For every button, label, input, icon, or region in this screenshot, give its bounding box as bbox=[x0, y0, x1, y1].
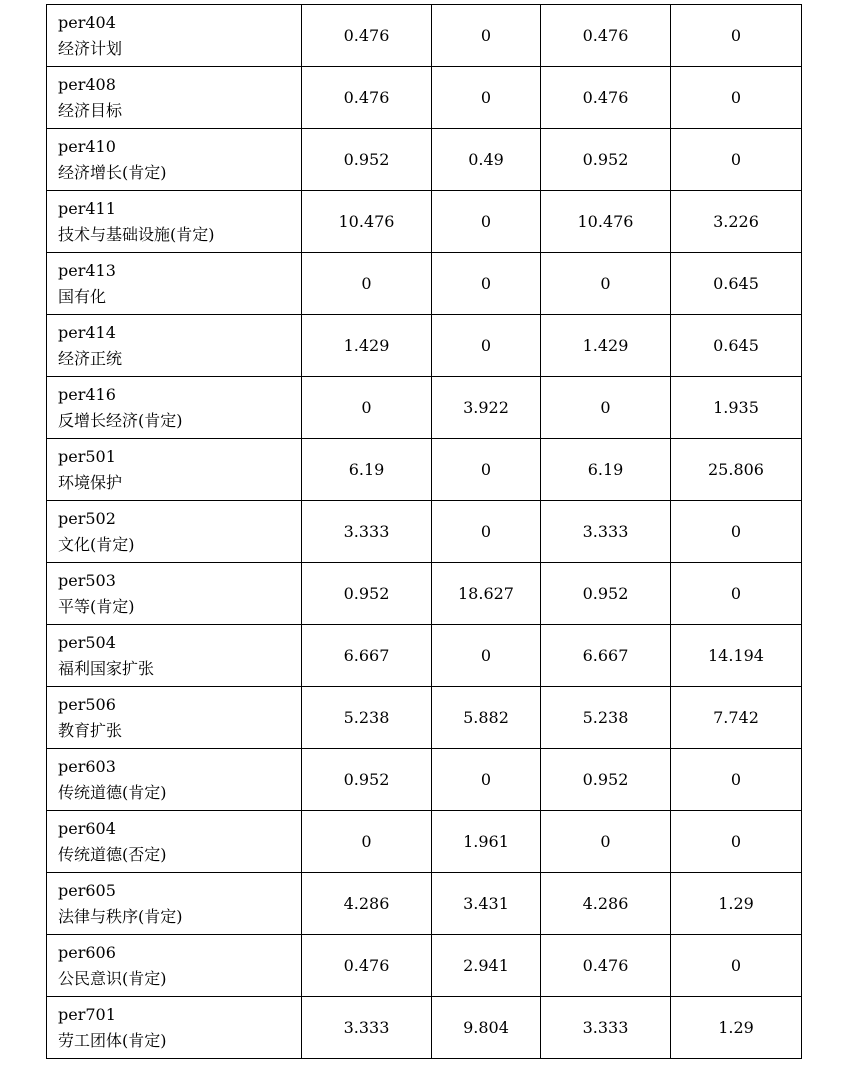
row-label: 经济正统 bbox=[58, 348, 123, 368]
value-cell-col-4: 14.194 bbox=[671, 625, 802, 687]
data-table bbox=[46, 4, 802, 1059]
table-row bbox=[47, 811, 802, 873]
value-cell-col-3: 0.476 bbox=[541, 5, 671, 67]
row-label: 平等(肯定) bbox=[58, 596, 135, 616]
row-label-cell bbox=[47, 377, 302, 439]
value-cell-col-4: 3.226 bbox=[671, 191, 802, 253]
table-row bbox=[47, 253, 802, 315]
value-cell-col-3: 3.333 bbox=[541, 997, 671, 1059]
row-label-cell bbox=[47, 563, 302, 625]
value-cell-col-4: 25.806 bbox=[671, 439, 802, 501]
row-label-cell bbox=[47, 997, 302, 1059]
value-cell-col-1: 4.286 bbox=[302, 873, 432, 935]
value-cell-col-3: 1.429 bbox=[541, 315, 671, 377]
value-cell-col-3: 0.952 bbox=[541, 563, 671, 625]
value-cell-col-1: 3.333 bbox=[302, 501, 432, 563]
row-label: 经济计划 bbox=[58, 38, 123, 58]
value-cell-col-1: 0 bbox=[302, 811, 432, 873]
value-cell-col-1: 1.429 bbox=[302, 315, 432, 377]
table-row bbox=[47, 377, 802, 439]
value-cell-col-1: 0.476 bbox=[302, 5, 432, 67]
value-cell-col-4: 0 bbox=[671, 563, 802, 625]
row-label-cell bbox=[47, 501, 302, 563]
row-code: per506 bbox=[58, 694, 116, 714]
row-label: 经济增长(肯定) bbox=[58, 162, 167, 182]
row-label: 公民意识(肯定) bbox=[58, 968, 167, 988]
row-code: per603 bbox=[58, 756, 116, 776]
row-label: 反增长经济(肯定) bbox=[58, 410, 183, 430]
row-code: per605 bbox=[58, 880, 116, 900]
row-code: per414 bbox=[58, 322, 116, 342]
value-cell-col-2: 18.627 bbox=[432, 563, 541, 625]
row-label-cell bbox=[47, 191, 302, 253]
row-label: 法律与秩序(肯定) bbox=[58, 906, 183, 926]
value-cell-col-4: 0.645 bbox=[671, 315, 802, 377]
table-row bbox=[47, 439, 802, 501]
table-row bbox=[47, 935, 802, 997]
table-row bbox=[47, 129, 802, 191]
table-body bbox=[47, 5, 802, 1059]
value-cell-col-2: 0 bbox=[432, 191, 541, 253]
value-cell-col-2: 9.804 bbox=[432, 997, 541, 1059]
table-row bbox=[47, 749, 802, 811]
value-cell-col-2: 3.922 bbox=[432, 377, 541, 439]
value-cell-col-1: 10.476 bbox=[302, 191, 432, 253]
table-row bbox=[47, 501, 802, 563]
value-cell-col-4: 7.742 bbox=[671, 687, 802, 749]
row-code: per410 bbox=[58, 136, 116, 156]
row-code: per411 bbox=[58, 198, 116, 218]
value-cell-col-2: 0 bbox=[432, 625, 541, 687]
row-label-cell bbox=[47, 5, 302, 67]
row-label-cell bbox=[47, 873, 302, 935]
row-label-cell bbox=[47, 811, 302, 873]
value-cell-col-4: 0 bbox=[671, 5, 802, 67]
row-label-cell bbox=[47, 253, 302, 315]
row-code: per604 bbox=[58, 818, 116, 838]
row-label-cell bbox=[47, 749, 302, 811]
value-cell-col-1: 0.476 bbox=[302, 935, 432, 997]
row-label-cell bbox=[47, 935, 302, 997]
value-cell-col-1: 0 bbox=[302, 253, 432, 315]
value-cell-col-2: 0 bbox=[432, 253, 541, 315]
row-label-cell bbox=[47, 315, 302, 377]
value-cell-col-4: 0 bbox=[671, 129, 802, 191]
row-label: 经济目标 bbox=[58, 100, 123, 120]
value-cell-col-2: 0 bbox=[432, 501, 541, 563]
row-label-cell bbox=[47, 129, 302, 191]
value-cell-col-1: 5.238 bbox=[302, 687, 432, 749]
table-row bbox=[47, 997, 802, 1059]
value-cell-col-3: 0 bbox=[541, 253, 671, 315]
value-cell-col-2: 0 bbox=[432, 67, 541, 129]
table-row bbox=[47, 563, 802, 625]
value-cell-col-2: 1.961 bbox=[432, 811, 541, 873]
value-cell-col-1: 0.476 bbox=[302, 67, 432, 129]
row-code: per404 bbox=[58, 12, 116, 32]
value-cell-col-4: 0 bbox=[671, 67, 802, 129]
value-cell-col-2: 0.49 bbox=[432, 129, 541, 191]
row-label: 劳工团体(肯定) bbox=[58, 1030, 167, 1050]
value-cell-col-3: 5.238 bbox=[541, 687, 671, 749]
row-label-cell bbox=[47, 67, 302, 129]
value-cell-col-4: 1.29 bbox=[671, 873, 802, 935]
value-cell-col-3: 0.952 bbox=[541, 129, 671, 191]
value-cell-col-2: 5.882 bbox=[432, 687, 541, 749]
table-row bbox=[47, 873, 802, 935]
row-label-cell bbox=[47, 625, 302, 687]
value-cell-col-2: 0 bbox=[432, 315, 541, 377]
value-cell-col-4: 0 bbox=[671, 501, 802, 563]
row-code: per408 bbox=[58, 74, 116, 94]
value-cell-col-3: 0 bbox=[541, 811, 671, 873]
value-cell-col-4: 0.645 bbox=[671, 253, 802, 315]
row-label: 环境保护 bbox=[58, 472, 123, 492]
table-row bbox=[47, 191, 802, 253]
row-code: per501 bbox=[58, 446, 116, 466]
row-code: per504 bbox=[58, 632, 116, 652]
value-cell-col-3: 4.286 bbox=[541, 873, 671, 935]
value-cell-col-2: 2.941 bbox=[432, 935, 541, 997]
row-code: per416 bbox=[58, 384, 116, 404]
value-cell-col-3: 6.667 bbox=[541, 625, 671, 687]
value-cell-col-2: 0 bbox=[432, 749, 541, 811]
row-label: 传统道德(否定) bbox=[58, 844, 167, 864]
value-cell-col-1: 0.952 bbox=[302, 563, 432, 625]
row-label: 教育扩张 bbox=[58, 720, 123, 740]
value-cell-col-3: 3.333 bbox=[541, 501, 671, 563]
table-row bbox=[47, 687, 802, 749]
row-label-cell bbox=[47, 687, 302, 749]
value-cell-col-4: 1.29 bbox=[671, 997, 802, 1059]
row-code: per606 bbox=[58, 942, 116, 962]
value-cell-col-2: 0 bbox=[432, 439, 541, 501]
value-cell-col-4: 0 bbox=[671, 749, 802, 811]
row-label: 福利国家扩张 bbox=[58, 658, 155, 678]
value-cell-col-1: 0.952 bbox=[302, 129, 432, 191]
table-row bbox=[47, 5, 802, 67]
value-cell-col-3: 0.952 bbox=[541, 749, 671, 811]
row-label: 传统道德(肯定) bbox=[58, 782, 167, 802]
value-cell-col-1: 0.952 bbox=[302, 749, 432, 811]
value-cell-col-1: 0 bbox=[302, 377, 432, 439]
value-cell-col-4: 0 bbox=[671, 811, 802, 873]
value-cell-col-3: 0 bbox=[541, 377, 671, 439]
table-row bbox=[47, 315, 802, 377]
table-row bbox=[47, 625, 802, 687]
row-code: per502 bbox=[58, 508, 116, 528]
value-cell-col-3: 0.476 bbox=[541, 935, 671, 997]
value-cell-col-1: 6.19 bbox=[302, 439, 432, 501]
row-label-cell bbox=[47, 439, 302, 501]
row-label: 文化(肯定) bbox=[58, 534, 135, 554]
table-row bbox=[47, 67, 802, 129]
value-cell-col-1: 6.667 bbox=[302, 625, 432, 687]
value-cell-col-3: 0.476 bbox=[541, 67, 671, 129]
value-cell-col-2: 0 bbox=[432, 5, 541, 67]
row-code: per413 bbox=[58, 260, 116, 280]
value-cell-col-3: 6.19 bbox=[541, 439, 671, 501]
row-label: 技术与基础设施(肯定) bbox=[58, 224, 215, 244]
row-code: per503 bbox=[58, 570, 116, 590]
value-cell-col-1: 3.333 bbox=[302, 997, 432, 1059]
value-cell-col-4: 0 bbox=[671, 935, 802, 997]
value-cell-col-2: 3.431 bbox=[432, 873, 541, 935]
row-code: per701 bbox=[58, 1004, 116, 1024]
row-label: 国有化 bbox=[58, 286, 107, 306]
value-cell-col-4: 1.935 bbox=[671, 377, 802, 439]
value-cell-col-3: 10.476 bbox=[541, 191, 671, 253]
